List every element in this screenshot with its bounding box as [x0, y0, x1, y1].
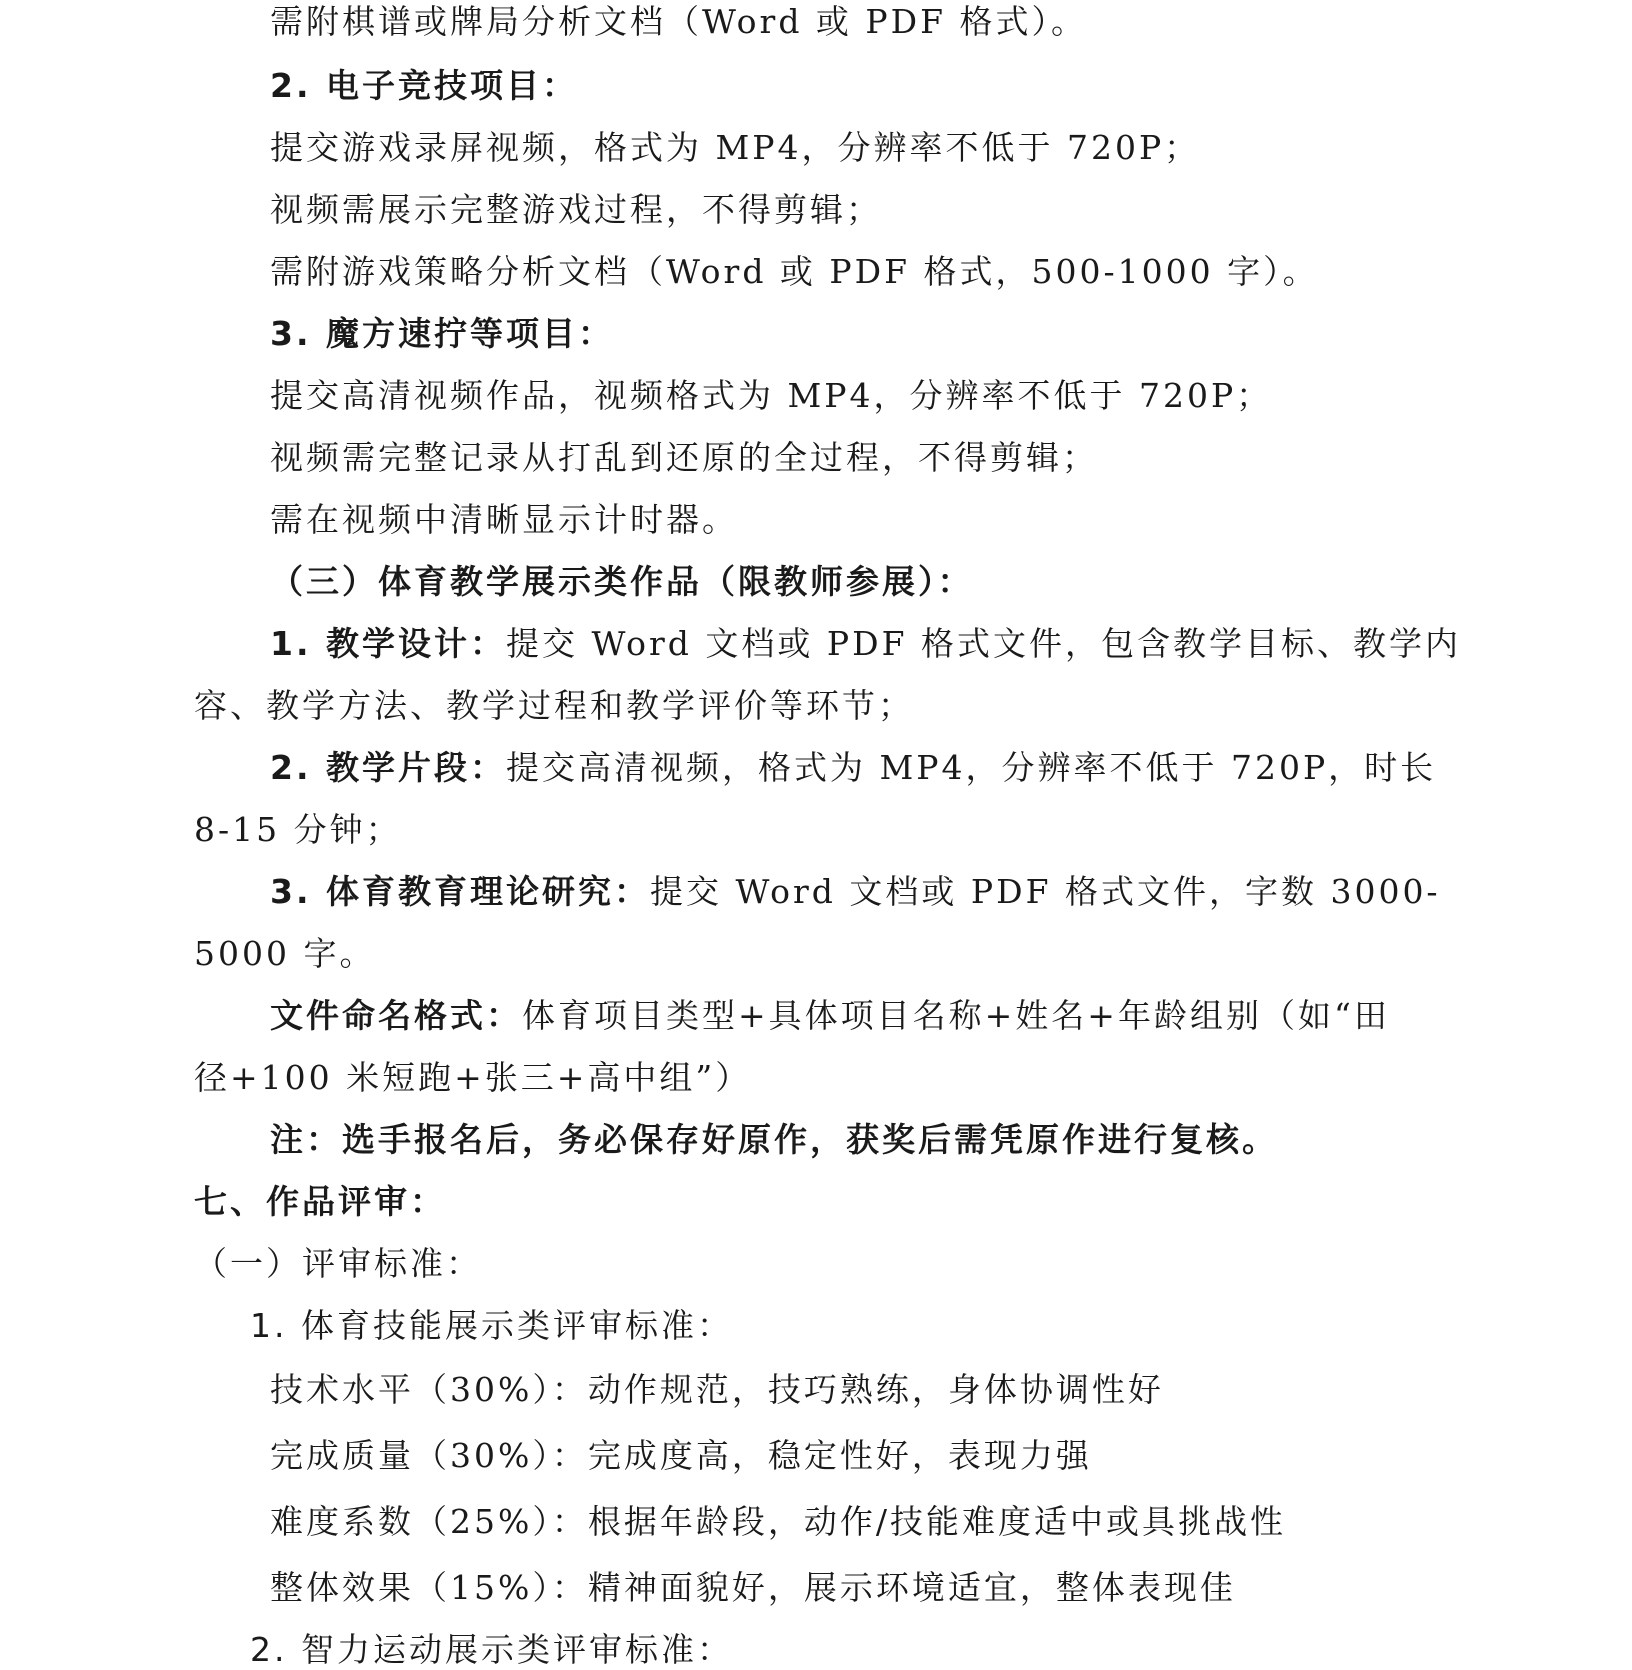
text-theory-research: 提交 Word 文档或 PDF 格式文件，字数 3000-	[650, 872, 1441, 911]
paragraph-file-naming-cont: 径+100 米短跑+张三+高中组”）	[194, 1058, 752, 1097]
paragraph-teaching-design-cont: 容、教学方法、教学过程和教学评价等环节；	[194, 686, 914, 725]
subheading-review-criteria: （一）评审标准：	[194, 1244, 482, 1283]
text-teaching-design: 提交 Word 文档或 PDF 格式文件，包含教学目标、教学内	[506, 624, 1461, 663]
criteria-difficulty: 难度系数（25%）：根据年龄段，动作/技能难度适中或具挑战性	[270, 1502, 1286, 1541]
paragraph-cube-video: 提交高清视频作品，视频格式为 MP4，分辨率不低于 720P；	[270, 376, 1273, 415]
heading-skill-criteria: 1. 体育技能展示类评审标准：	[250, 1306, 733, 1345]
paragraph-esports-video: 提交游戏录屏视频，格式为 MP4，分辨率不低于 720P；	[270, 128, 1201, 167]
paragraph-cube-full-record: 视频需完整记录从打乱到还原的全过程，不得剪辑；	[270, 438, 1098, 477]
paragraph-teaching-clip	[270, 748, 1436, 788]
heading-teaching-works: （三）体育教学展示类作品（限教师参展）：	[270, 562, 974, 601]
paragraph-theory-research	[270, 872, 1441, 912]
paragraph-teaching-design	[270, 624, 1461, 664]
paragraph-chess-docs: 需附棋谱或牌局分析文档（Word 或 PDF 格式）。	[270, 2, 1087, 41]
paragraph-esports-strategy: 需附游戏策略分析文档（Word 或 PDF 格式，500-1000 字）。	[270, 252, 1319, 291]
criteria-overall: 整体效果（15%）：精神面貌好，展示环境适宜，整体表现佳	[270, 1568, 1236, 1607]
note-keep-original: 注：选手报名后，务必保存好原作，获奖后需凭原作进行复核。	[270, 1120, 1278, 1159]
paragraph-file-naming	[270, 996, 1390, 1036]
label-teaching-design: 1. 教学设计：	[270, 624, 506, 663]
paragraph-teaching-clip-cont: 8-15 分钟；	[194, 810, 402, 849]
criteria-quality: 完成质量（30%）：完成度高，稳定性好，表现力强	[270, 1436, 1092, 1475]
label-file-naming: 文件命名格式：	[270, 996, 522, 1035]
heading-esports: 2. 电子竞技项目：	[270, 66, 578, 105]
criteria-technique: 技术水平（30%）：动作规范，技巧熟练，身体协调性好	[270, 1370, 1164, 1409]
paragraph-esports-no-edit: 视频需展示完整游戏过程，不得剪辑；	[270, 190, 882, 229]
section-heading-review: 七、作品评审：	[194, 1182, 446, 1221]
text-file-naming: 体育项目类型+具体项目名称+姓名+年龄组别（如“田	[522, 996, 1390, 1035]
paragraph-cube-timer: 需在视频中清晰显示计时器。	[270, 500, 738, 539]
heading-mind-sports-criteria: 2. 智力运动展示类评审标准：	[250, 1630, 733, 1669]
paragraph-theory-research-cont: 5000 字。	[194, 934, 376, 973]
heading-rubiks-cube: 3. 魔方速拧等项目：	[270, 314, 614, 353]
label-theory-research: 3. 体育教育理论研究：	[270, 872, 650, 911]
label-teaching-clip: 2. 教学片段：	[270, 748, 506, 787]
text-teaching-clip: 提交高清视频，格式为 MP4，分辨率不低于 720P，时长	[506, 748, 1437, 787]
